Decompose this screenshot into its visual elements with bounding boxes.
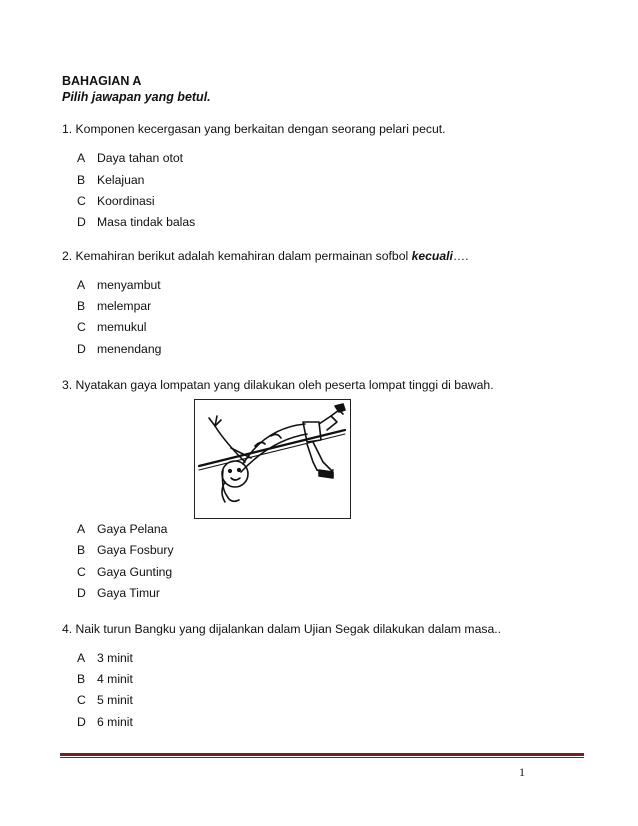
question-4-option-b [77, 671, 133, 687]
option-text: Kelajuan [97, 173, 145, 187]
option-letter: C [77, 693, 86, 707]
option-text: Daya tahan otot [97, 151, 184, 165]
section-title: BAHAGIAN A [62, 74, 142, 88]
option-text: Koordinasi [97, 194, 155, 208]
question-3-option-a [77, 521, 167, 537]
option-text: 3 minit [97, 651, 133, 665]
question-1-option-c [77, 193, 155, 209]
high-jumper-drawing [195, 400, 350, 518]
option-text: Masa tindak balas [97, 215, 196, 229]
question-2-option-d [77, 341, 161, 357]
option-letter: A [77, 651, 86, 665]
option-text: memukul [97, 320, 147, 334]
option-text: menyambut [97, 278, 161, 292]
option-letter: B [77, 672, 86, 686]
question-1-option-b [77, 172, 144, 188]
question-2-ellipsis: …. [452, 249, 469, 263]
option-letter: A [77, 522, 86, 536]
question-1-option-d [77, 214, 195, 230]
option-text: Gaya Pelana [97, 522, 168, 536]
question-1-option-a [77, 150, 183, 166]
question-4-option-a [77, 650, 133, 666]
question-3-option-b [77, 542, 174, 558]
option-letter: D [77, 342, 86, 356]
option-letter: D [77, 215, 86, 229]
question-3-option-d [77, 585, 160, 601]
option-text: Gaya Timur [97, 586, 160, 600]
question-3-option-c [77, 564, 172, 580]
question-4-option-c [77, 692, 133, 708]
question-2-text [62, 248, 469, 264]
option-text: menendang [97, 342, 162, 356]
option-text: Gaya Gunting [97, 565, 173, 579]
option-text: 4 minit [97, 672, 133, 686]
question-4-text: 4. Naik turun Bangku yang dijalankan dalam Ujian Segak dilakukan dalam masa.. [62, 622, 502, 636]
option-letter: A [77, 151, 86, 165]
question-2-option-b [77, 298, 151, 314]
question-2-emphasis: kecuali [411, 249, 453, 263]
option-text: melempar [97, 299, 152, 313]
option-text: 5 minit [97, 693, 133, 707]
question-2-option-c [77, 319, 146, 335]
option-text: 6 minit [97, 715, 133, 729]
option-letter: C [77, 194, 86, 208]
option-letter: A [77, 278, 86, 292]
question-3-text: 3. Nyatakan gaya lompatan yang dilakukan oleh peserta lompat tinggi di bawah. [62, 378, 494, 392]
high-jump-illustration [194, 399, 351, 519]
question-4-option-d [77, 714, 133, 730]
question-2-text-main: 2. Kemahiran berikut adalah kemahiran dalam permainan sofbol [62, 249, 412, 263]
option-letter: D [77, 586, 86, 600]
footer-rule [60, 753, 584, 756]
footer-rule-thin [60, 757, 584, 758]
question-1-text: 1. Komponen kecergasan yang berkaitan dengan seorang pelari pecut. [62, 122, 446, 136]
option-letter: B [77, 173, 86, 187]
option-text: Gaya Fosbury [97, 543, 174, 557]
option-letter: C [77, 320, 86, 334]
option-letter: C [77, 565, 86, 579]
option-letter: D [77, 715, 86, 729]
option-letter: B [77, 299, 86, 313]
question-2-option-a [77, 277, 161, 293]
section-instruction: Pilih jawapan yang betul. [62, 90, 211, 104]
page-number: 1 [519, 765, 525, 779]
option-letter: B [77, 543, 86, 557]
